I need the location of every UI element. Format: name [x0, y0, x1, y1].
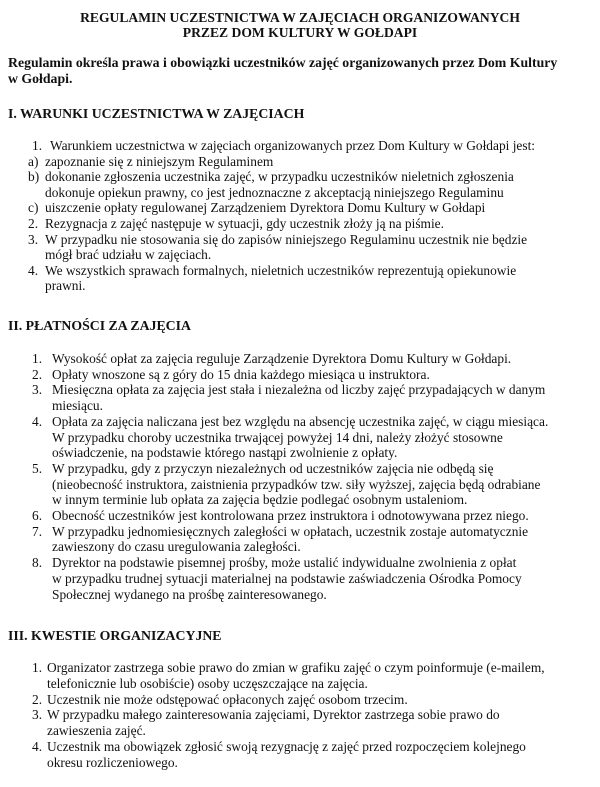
list-item-text-line: W przypadku jednomiesięcznych zaległości w opłatach, uczestnik zostaje automatycznie: [52, 523, 529, 539]
list-item-text-line: W przypadku małego zainteresowania zajęciami, Dyrektor zastrzega sobie prawo do: [47, 707, 500, 723]
list-item-text-line: Uczestnik ma obowiązek zgłosić swoją rezygnację z zajęć przed rozpoczęciem kolejnego: [47, 739, 526, 754]
list-item-marker: 2.: [32, 691, 43, 707]
list-item-text-line: oświadczenie, na podstawie którego nastąpi zwolnienie z opłaty.: [52, 445, 398, 461]
list-item-text-line: We wszystkich sprawach formalnych, nieletnich uczestników reprezentują opiekunowie: [45, 262, 517, 278]
section-heading: III. KWESTIE ORGANIZACYJNE: [8, 628, 222, 643]
list-item-marker: c): [28, 200, 39, 216]
list-item-marker: 1.: [32, 660, 43, 675]
list-item-marker: 4.: [32, 739, 43, 754]
list-item-marker: 3.: [32, 382, 43, 398]
list-item-text-line: Społecznej wydanego na prośbę zainteresowanego.: [52, 586, 327, 602]
list-item-text-line: Warunkiem uczestnictwa w zajęciach organizowanych przez Dom Kultury w Gołdapi jest:: [50, 138, 536, 153]
list-item-marker: 8.: [32, 555, 43, 571]
list-item-text-line: mógł brać udziału w zajęciach.: [45, 247, 212, 263]
list-item-marker: 5.: [32, 460, 43, 476]
list-item-marker: 2.: [32, 366, 43, 382]
intro-line-1: Regulamin określa prawa i obowiązki uczestników zajęć organizowanych przez Dom Kultury: [8, 55, 558, 70]
list-item-text-line: okresu rozliczeniowego.: [47, 754, 178, 770]
list-item-text-line: W przypadku, gdy z przyczyn niezależnych od uczestników zajęcia nie odbędą się: [52, 460, 494, 476]
list-item-text-line: W przypadku choroby uczestnika trwającej powyżej 14 dni, należy złożyć stosowne: [52, 429, 503, 445]
list-item-text-line: Uczestnik nie może odstępować opłaconych zajęć osobom trzecim.: [47, 691, 408, 707]
list-item-text-line: Wysokość opłat za zajęcia reguluje Zarządzenie Dyrektora Domu Kultury w Gołdapi.: [52, 351, 512, 366]
list-item-marker: 4.: [32, 413, 43, 429]
section-heading: I. WARUNKI UCZESTNICTWA W ZAJĘCIACH: [8, 106, 305, 121]
list-item-marker: 1.: [32, 351, 43, 366]
document-title: [0, 10, 600, 40]
intro-line-2: w Gołdapi.: [8, 71, 73, 86]
list-item-text-line: Rezygnacja z zajęć następuje w sytuacji, gdy uczestnik złoży ją na piśmie.: [45, 216, 444, 231]
list-item-text-line: Organizator zastrzega sobie prawo do zmian w grafiku zajęć o czym poinformuje (e-mailem,: [47, 660, 545, 675]
list-item-marker: 7.: [32, 523, 43, 539]
list-item-text-line: zapoznanie się z niniejszym Regulaminem: [45, 153, 274, 169]
intro-paragraph: [8, 55, 592, 87]
list-item-text-line: zawieszony do czasu uregulowania zaległości.: [52, 539, 301, 555]
list-item-text-line: prawni.: [45, 278, 86, 294]
list-item-text-line: uiszczenie opłaty regulowanej Zarządzeniem Dyrektora Domu Kultury w Gołdapi: [45, 200, 486, 216]
list-item-text-line: Opłata za zajęcia naliczana jest bez względu na absencję uczestnika zajęć, w ciągu miesiąca.: [52, 413, 549, 429]
list-item-marker: 3.: [32, 707, 43, 723]
list-item-marker: 1.: [32, 138, 43, 153]
list-item-text-line: dokonanie zgłoszenia uczestnika zajęć, w przypadku uczestników nieletnich zgłoszenia: [45, 169, 514, 185]
list-item-marker: 2.: [28, 216, 39, 231]
list-item-text-line: Miesięczna opłata za zajęcia jest stała i niezależna od liczby zajęć przypadających w danym: [52, 382, 546, 398]
list-item-text-line: Opłaty wnoszone są z góry do 15 dnia każdego miesiąca u instruktora.: [52, 366, 430, 382]
list-item-text-line: zawieszenia zajęć.: [47, 723, 146, 739]
list-item-text-line: W przypadku nie stosowania się do zapisów niniejszego Regulaminu uczestnik nie będzie: [45, 231, 528, 247]
section-heading: II. PŁATNOŚCI ZA ZAJĘCIA: [8, 318, 191, 333]
list-item-text-line: w innym terminie lub opłata za zajęcia będzie podlegać osobnym ustaleniom.: [52, 492, 468, 508]
list-item-text-line: telefonicznie lub osobiście) osoby uczęszczające na zajęcia.: [47, 675, 368, 691]
list-item-text-line: (nieobecność instruktora, zaistnienia przypadków tzw. siły wyższej, zajęcia będą odrabiane: [52, 476, 541, 492]
list-item-text-line: miesiącu.: [52, 398, 103, 414]
title-line-1: REGULAMIN UCZESTNICTWA W ZAJĘCIACH ORGANIZOWANYCH: [80, 10, 520, 25]
list-item-marker: 3.: [28, 231, 39, 247]
list-item-text-line: w przypadku trudnej sytuacji materialnej na podstawie zaświadczenia Ośrodka Pomocy: [52, 570, 522, 586]
list-item-marker: 6.: [32, 508, 43, 523]
list-item-text-line: Obecność uczestników jest kontrolowana przez instruktora i odnotowywana przez niego.: [52, 508, 529, 523]
list-item-text-line: dokonuje opiekun prawny, co jest jednoznaczne z akceptacją niniejszego Regulaminu: [45, 184, 504, 200]
title-line-2: PRZEZ DOM KULTURY W GOŁDAPI: [182, 25, 418, 40]
list-item-marker: b): [28, 169, 40, 185]
list-item-marker: a): [28, 153, 39, 169]
list-item-marker: 4.: [28, 262, 39, 278]
list-item-text-line: Dyrektor na podstawie pisemnej prośby, może ustalić indywidualne zwolnienia z opłat: [52, 555, 517, 571]
